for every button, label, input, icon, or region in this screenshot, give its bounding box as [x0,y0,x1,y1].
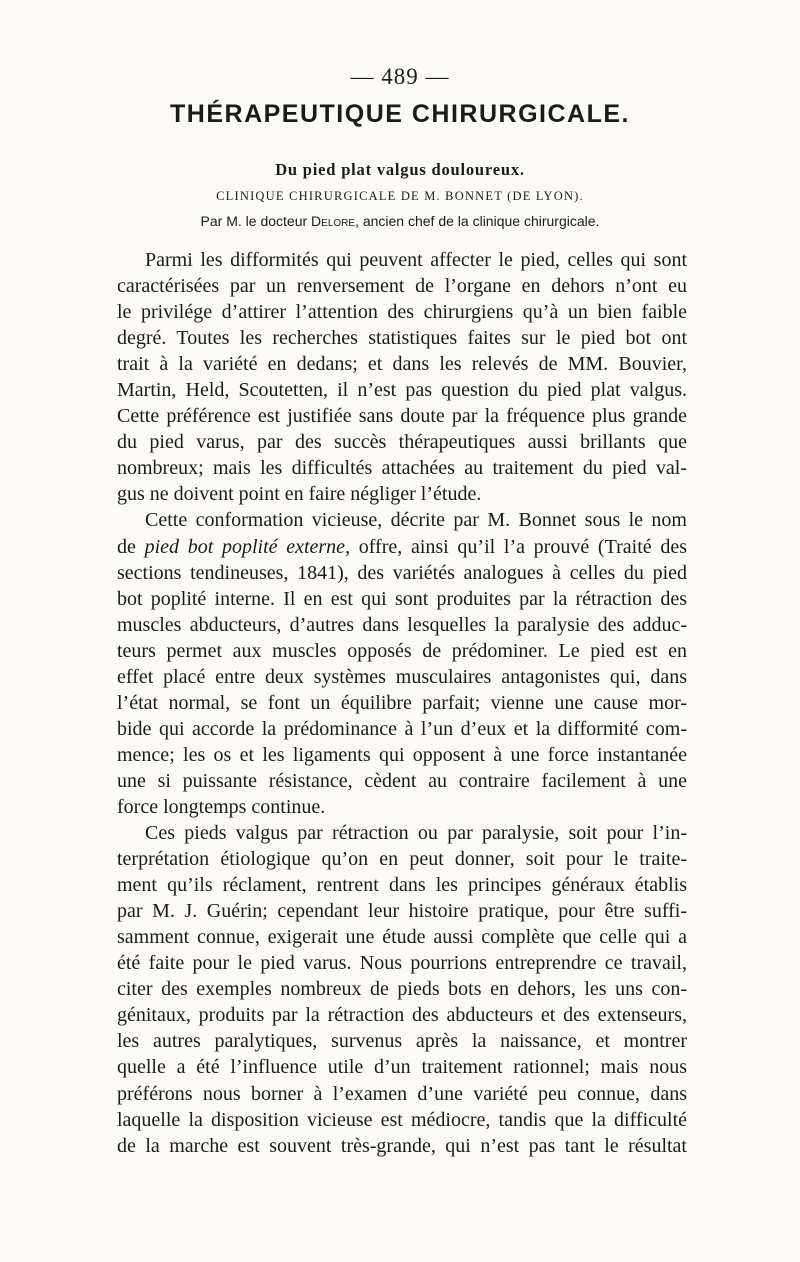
text-line: force longtemps continue. [117,795,326,818]
text-line: Cette conformation vicieuse, décrite par M. Bonnet sous le nom [145,509,687,532]
text-line: degré. Toutes les recherches statistiques faites sur le pied bot ont [117,327,687,350]
text-line: trait à la variété en dedans; et dans les relevés de MM. Bouvier, [117,353,687,376]
text-line [117,534,687,560]
text-line: une si puissante résistance, cèdent au contraire facilement à une [117,769,687,792]
text-line: nombreux; mais les difficultés attachées au traitement du pied val- [117,457,687,480]
text-run: de [117,535,145,558]
text-line: Martin, Held, Scoutetten, il n’est pas question du pied plat valgus. [117,379,687,402]
text-line: par M. J. Guérin; cependant leur histoire pratique, pour être suffi- [117,900,687,923]
text-line: caractérisées par un renversement de l’organe en dehors n’ont eu [117,275,687,298]
text-line: effet placé entre deux systèmes musculaires antagonistes qui, dans [117,665,687,688]
author-prefix: Par M. le docteur [200,213,312,229]
italic-term: pied bot poplité externe [144,535,346,558]
clinic-line: CLINIQUE CHIRURGICALE DE M. BONNET (DE LYON). [216,189,584,203]
article-body [117,247,687,1159]
paragraph-1 [117,247,687,507]
text-line: le privilége d’attirer l’attention des chirurgiens qu’à un bien faible [117,301,687,324]
text-line: muscles abducteurs, d’autres dans lesquelles la paralysie des adduc- [117,613,687,636]
text-line: teurs permet aux muscles opposés de prédominer. Le pied est en [117,639,687,662]
text-line: préférons nous borner à l’examen d’une variété peu connue, dans [117,1082,687,1105]
text-line: Parmi les difformités qui peuvent affecter le pied, celles qui sont [145,249,687,271]
article-title: Du pied plat valgus douloureux. [275,160,525,179]
text-run: , offre, ainsi qu’il l’a prouvé (Traité des [345,535,687,558]
author-line [0,213,800,229]
text-line: mence; les os et les ligaments qui opposent à une force instantanée [117,743,687,766]
text-line: terprétation étiologique qu’on en peut donner, soit pour le traite- [117,848,687,871]
paragraph-3 [117,820,687,1159]
text-line: Ces pieds valgus par rétraction ou par paralysie, soit pour l’in- [145,822,687,845]
text-line: laquelle la disposition vicieuse est médiocre, tandis que la difficulté [117,1108,687,1131]
author-suffix: , ancien chef de la clinique chirurgicale. [355,213,600,229]
text-line: génitaux, produits par la rétraction des abducteurs et des extenseurs, [117,1004,687,1027]
text-line: bot poplité interne. Il en est qui sont produites par la rétraction des [117,587,687,610]
text-line: ment qu’ils réclament, rentrent dans les principes généraux établis [117,874,687,897]
text-line: gus ne doivent point en faire négliger l’étude. [117,483,482,506]
paragraph-2 [117,507,687,820]
text-line: sections tendineuses, 1841), des variétés analogues à celles du pied [117,561,687,584]
text-line: samment connue, exigerait une étude aussi complète que celle qui a [117,926,687,949]
text-line: citer des exemples nombreux de pieds bots en dehors, les uns con- [117,978,687,1001]
section-title: THÉRAPEUTIQUE CHIRURGICALE. [170,100,630,128]
text-line: bide qui accorde la prédominance à l’un d’eux et la difformité com- [117,717,687,740]
text-line: quelle a été l’influence utile d’un traitement rationnel; mais nous [117,1056,687,1079]
text-line: du pied varus, par des succès thérapeutiques aussi brillants que [117,431,687,454]
text-line: été faite pour le pied varus. Nous pourrions entreprendre ce travail, [117,952,687,975]
page-number: — 489 — [350,64,450,89]
author-name: Delore [311,213,356,229]
text-line: Cette préférence est justifiée sans doute par la fréquence plus grande [117,405,687,428]
text-line: l’état normal, se font un équilibre parfait; vienne une cause mor- [117,691,687,714]
text-line: de la marche est souvent très-grande, qui n’est pas tant le résultat [117,1134,687,1157]
text-line: les autres paralytiques, survenus après la naissance, et montrer [117,1030,687,1053]
